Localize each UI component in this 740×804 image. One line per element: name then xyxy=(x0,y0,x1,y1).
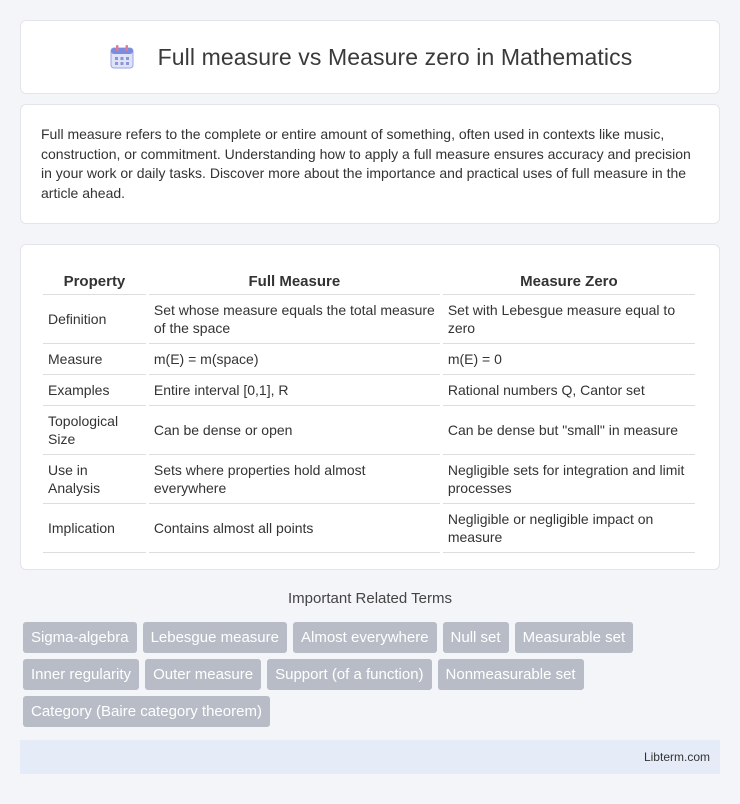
table-cell: Set whose measure equals the total measure of the space xyxy=(149,295,440,344)
related-term-tag[interactable]: Nonmeasurable set xyxy=(438,659,584,690)
footer xyxy=(20,740,720,774)
related-term-tag[interactable]: Lebesgue measure xyxy=(143,622,287,653)
related-term-tag[interactable]: Support (of a function) xyxy=(267,659,431,690)
header-property: Property xyxy=(43,265,146,295)
table-cell: Can be dense but "small" in measure xyxy=(443,406,695,455)
related-term-tag[interactable]: Category (Baire category theorem) xyxy=(23,696,270,727)
table-cell: Rational numbers Q, Cantor set xyxy=(443,375,695,406)
related-terms-title: Important Related Terms xyxy=(288,590,452,607)
table-cell: Entire interval [0,1], R xyxy=(149,375,440,406)
footer-site-link[interactable]: Libterm.com xyxy=(643,750,710,764)
comparison-table xyxy=(40,265,698,553)
table-cell: Can be dense or open xyxy=(149,406,440,455)
table-cell: Sets where properties hold almost everywhere xyxy=(149,455,440,504)
related-term-tag[interactable]: Measurable set xyxy=(515,622,634,653)
table-cell: m(E) = 0 xyxy=(443,344,695,375)
related-term-tag[interactable]: Outer measure xyxy=(145,659,261,690)
calendar-icon xyxy=(108,43,136,71)
header-measure-zero: Measure Zero xyxy=(443,265,695,295)
table-row xyxy=(43,375,695,406)
intro-text: Full measure refers to the complete or entire amount of something, often used in contexts like music, construction, or commitment. Understanding how to apply a full measure ensures accuracy and precision in your work or daily tasks. Discover more about the importance and practical uses of full measure in the article ahead. xyxy=(41,126,691,201)
table-cell: Topological Size xyxy=(43,406,146,455)
table-cell: Set with Lebesgue measure equal to zero xyxy=(443,295,695,344)
related-term-tag[interactable]: Null set xyxy=(443,622,509,653)
related-term-tag[interactable]: Sigma-algebra xyxy=(23,622,137,653)
related-terms-list xyxy=(23,622,723,733)
table-cell: Measure xyxy=(43,344,146,375)
intro-card xyxy=(20,104,720,224)
header-full-measure: Full Measure xyxy=(149,265,440,295)
related-term-tag[interactable]: Almost everywhere xyxy=(293,622,437,653)
table-row xyxy=(43,406,695,455)
table-cell: Implication xyxy=(43,504,146,553)
related-term-tag[interactable]: Inner regularity xyxy=(23,659,139,690)
table-row xyxy=(43,295,695,344)
table-cell: m(E) = m(space) xyxy=(149,344,440,375)
table-header-row xyxy=(43,265,695,295)
table-cell: Use in Analysis xyxy=(43,455,146,504)
table-row xyxy=(43,455,695,504)
table-cell: Contains almost all points xyxy=(149,504,440,553)
table-row xyxy=(43,504,695,553)
table-cell: Negligible or negligible impact on measure xyxy=(443,504,695,553)
table-cell: Examples xyxy=(43,375,146,406)
table-cell: Negligible sets for integration and limit processes xyxy=(443,455,695,504)
comparison-card xyxy=(20,244,720,570)
page-header xyxy=(20,20,720,94)
page-title: Full measure vs Measure zero in Mathematics xyxy=(157,43,633,70)
table-cell: Definition xyxy=(43,295,146,344)
table-row xyxy=(43,344,695,375)
